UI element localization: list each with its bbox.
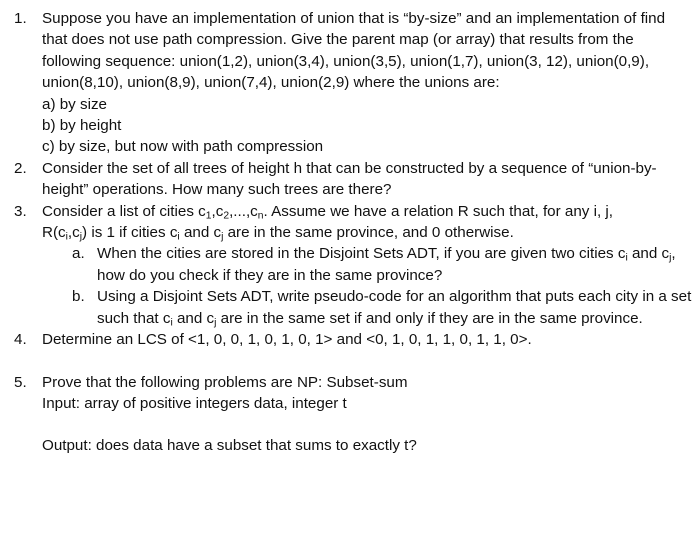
text-run: and c [627,245,670,263]
question-number: 5. [14,373,27,391]
question-text: Determine an LCS of <1, 0, 0, 1, 0, 1, 0, 1> and <0, 1, 0, 1, 1, 0, 1, 1, 0>. [42,331,532,349]
subscript: i [625,253,628,265]
subscript: i [177,231,180,243]
text-run: ) is 1 if cities c [82,224,178,242]
question-3b [42,286,694,329]
text-run: ,c [67,224,80,242]
question-relation [42,222,694,243]
subscript: 1 [205,210,212,222]
text-run: are in the same province, and 0 otherwise. [223,224,514,242]
question-1 [0,8,694,158]
question-input-line: Input: array of positive integers data, integer t [42,394,347,412]
question-3 [0,201,694,329]
subquestion-label: a. [72,245,85,263]
question-intro [42,201,694,222]
question-number: 4. [14,331,27,349]
question-option: c) by size, but now with path compression [42,138,324,156]
blank-line [42,414,694,435]
question-text: Prove that the following problems are NP: Subset-sum [42,373,408,391]
text-run: are in the same set if and only if they are in the same province. [216,309,643,327]
text-run: Using a Disjoint Sets ADT, write pseudo-code for an algorithm that puts each city in a set such that c [97,288,692,327]
question-5 [0,372,694,457]
text-run: Consider a list of cities c [42,202,206,220]
text-run: R(c [42,224,66,242]
question-option: b) by height [42,117,122,135]
question-number: 1. [14,10,27,27]
text-run: ,c [211,202,224,220]
text-run: When the cities are stored in the Disjoint Sets ADT, if you are given two cities c [97,245,626,263]
question-text: Consider the set of all trees of height h that can be constructed by a sequence of “union-by-height” operations. How many such trees are there? [42,159,657,199]
subscript: j [221,231,224,243]
text-run: ,...,c [229,202,258,220]
text-run: . Assume we have a relation R such that, for any i, j, [263,202,614,220]
question-number: 2. [14,159,27,177]
question-number: 3. [14,202,27,220]
subscript: n [257,210,264,222]
blank-line [0,351,700,372]
question-output-line: Output: does data have a subset that sums to exactly t? [42,437,417,455]
question-option: a) by size [42,95,107,113]
subscript: i [170,317,173,329]
subscript: i [65,231,68,243]
subscript: 2 [223,210,230,222]
question-2 [0,158,694,201]
question-3a [42,243,694,286]
subscript: j [214,317,217,329]
subscript: j [79,231,83,243]
text-run: , how do you check if they are in the same province? [97,245,676,284]
question-text: Suppose you have an implementation of union that is “by-size” and an implementation of find that does not use path compression. Give the parent map (or array) that results from the following sequence: union(1,2), union(3,4), union(3,5), union(1,7), union(3, 12), union(0,9), union(8,10), union(8,9), union(7,4), union(2,9) where the unions are: [42,10,666,92]
text-run: and c [179,224,222,242]
text-run: and c [172,309,215,327]
subquestion-label: b. [72,288,85,306]
subscript: j [669,253,672,265]
question-4 [0,329,694,350]
